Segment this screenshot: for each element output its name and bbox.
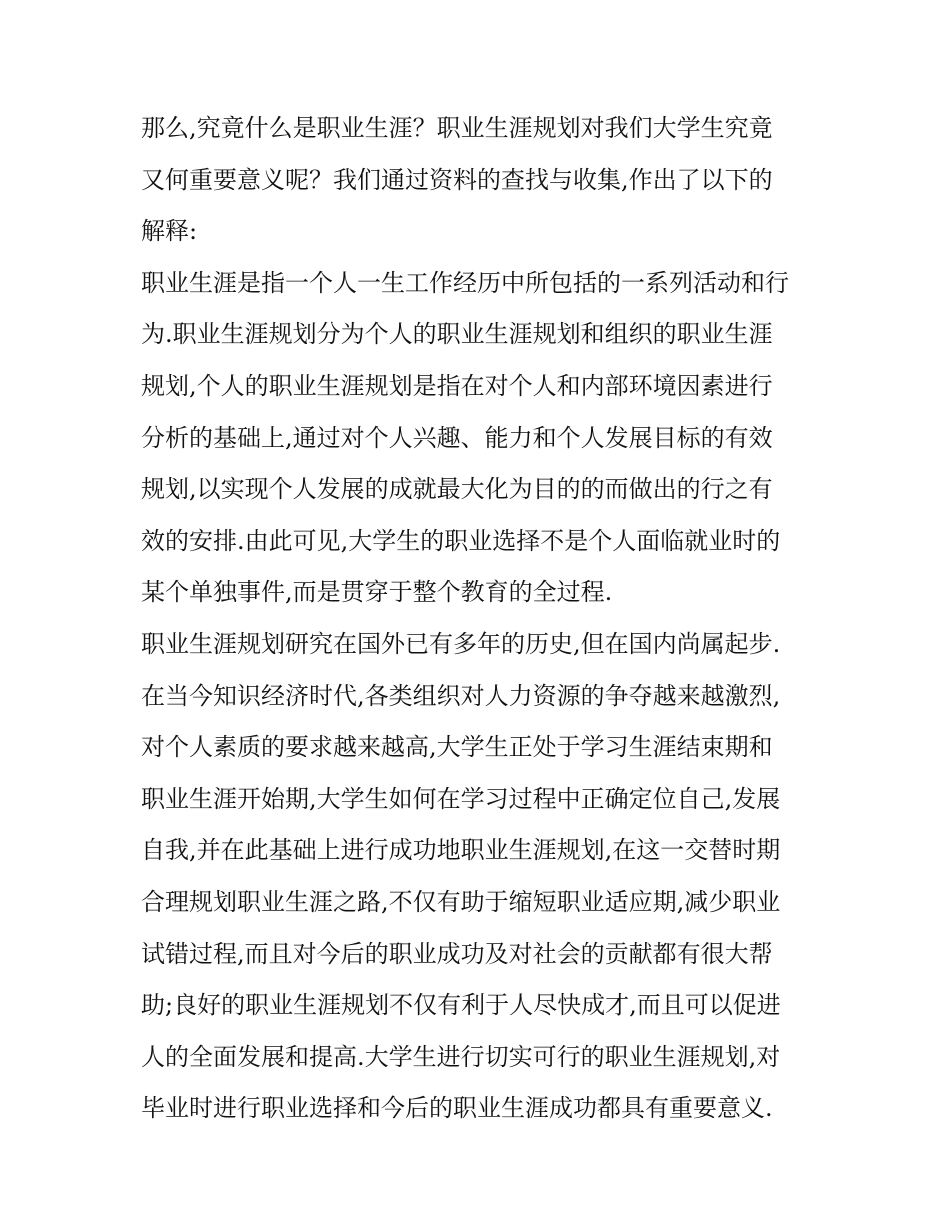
text-line: 效的安排.由此可见,大学生的职业选择不是个人面临就业时的 bbox=[141, 526, 781, 555]
text-line: 自我,并在此基础上进行成功地职业生涯规划,在这一交替时期 bbox=[141, 836, 781, 865]
text-line: 职业生涯规划研究在国外已有多年的历史,但在国内尚属起步. bbox=[141, 629, 781, 658]
text-line: 在当今知识经济时代,各类组织对人力资源的争夺越来越激烈, bbox=[141, 681, 781, 710]
text-line: 为.职业生涯规划分为个人的职业生涯规划和组织的职业生涯 bbox=[141, 320, 773, 349]
text-line: 职业生涯是指一个人一生工作经历中所包括的一系列活动和行 bbox=[141, 268, 789, 297]
text-line: 规划,个人的职业生涯规划是指在对个人和内部环境因素进行 bbox=[141, 371, 773, 400]
text-line: 试错过程,而且对今后的职业成功及对社会的贡献都有很大帮 bbox=[141, 939, 773, 968]
text-line: 规划,以实现个人发展的成就最大化为目的的而做出的行之有 bbox=[141, 475, 773, 504]
text-line: 又何重要意义呢？我们通过资料的查找与收集,作出了以下的 bbox=[141, 165, 773, 194]
text-line: 解释: bbox=[141, 217, 198, 246]
text-line: 对个人素质的要求越来越高,大学生正处于学习生涯结束期和 bbox=[141, 733, 773, 762]
body-text bbox=[141, 103, 821, 1135]
text-line: 某个单独事件,而是贯穿于整个教育的全过程. bbox=[141, 578, 613, 607]
text-line: 合理规划职业生涯之路,不仅有助于缩短职业适应期,减少职业 bbox=[141, 887, 781, 916]
text-line: 助;良好的职业生涯规划不仅有利于人尽快成才,而且可以促进 bbox=[141, 991, 781, 1020]
text-line: 人的全面发展和提高.大学生进行切实可行的职业生涯规划,对 bbox=[141, 1042, 781, 1071]
text-line: 毕业时进行职业选择和今后的职业生涯成功都具有重要意义. bbox=[141, 1094, 773, 1123]
text-line: 那么,究竟什么是职业生涯？职业生涯规划对我们大学生究竟 bbox=[141, 114, 773, 142]
text-line: 分析的基础上,通过对个人兴趣、能力和个人发展目标的有效 bbox=[141, 423, 773, 452]
text-line: 职业生涯开始期,大学生如何在学习过程中正确定位自己,发展 bbox=[141, 784, 781, 813]
